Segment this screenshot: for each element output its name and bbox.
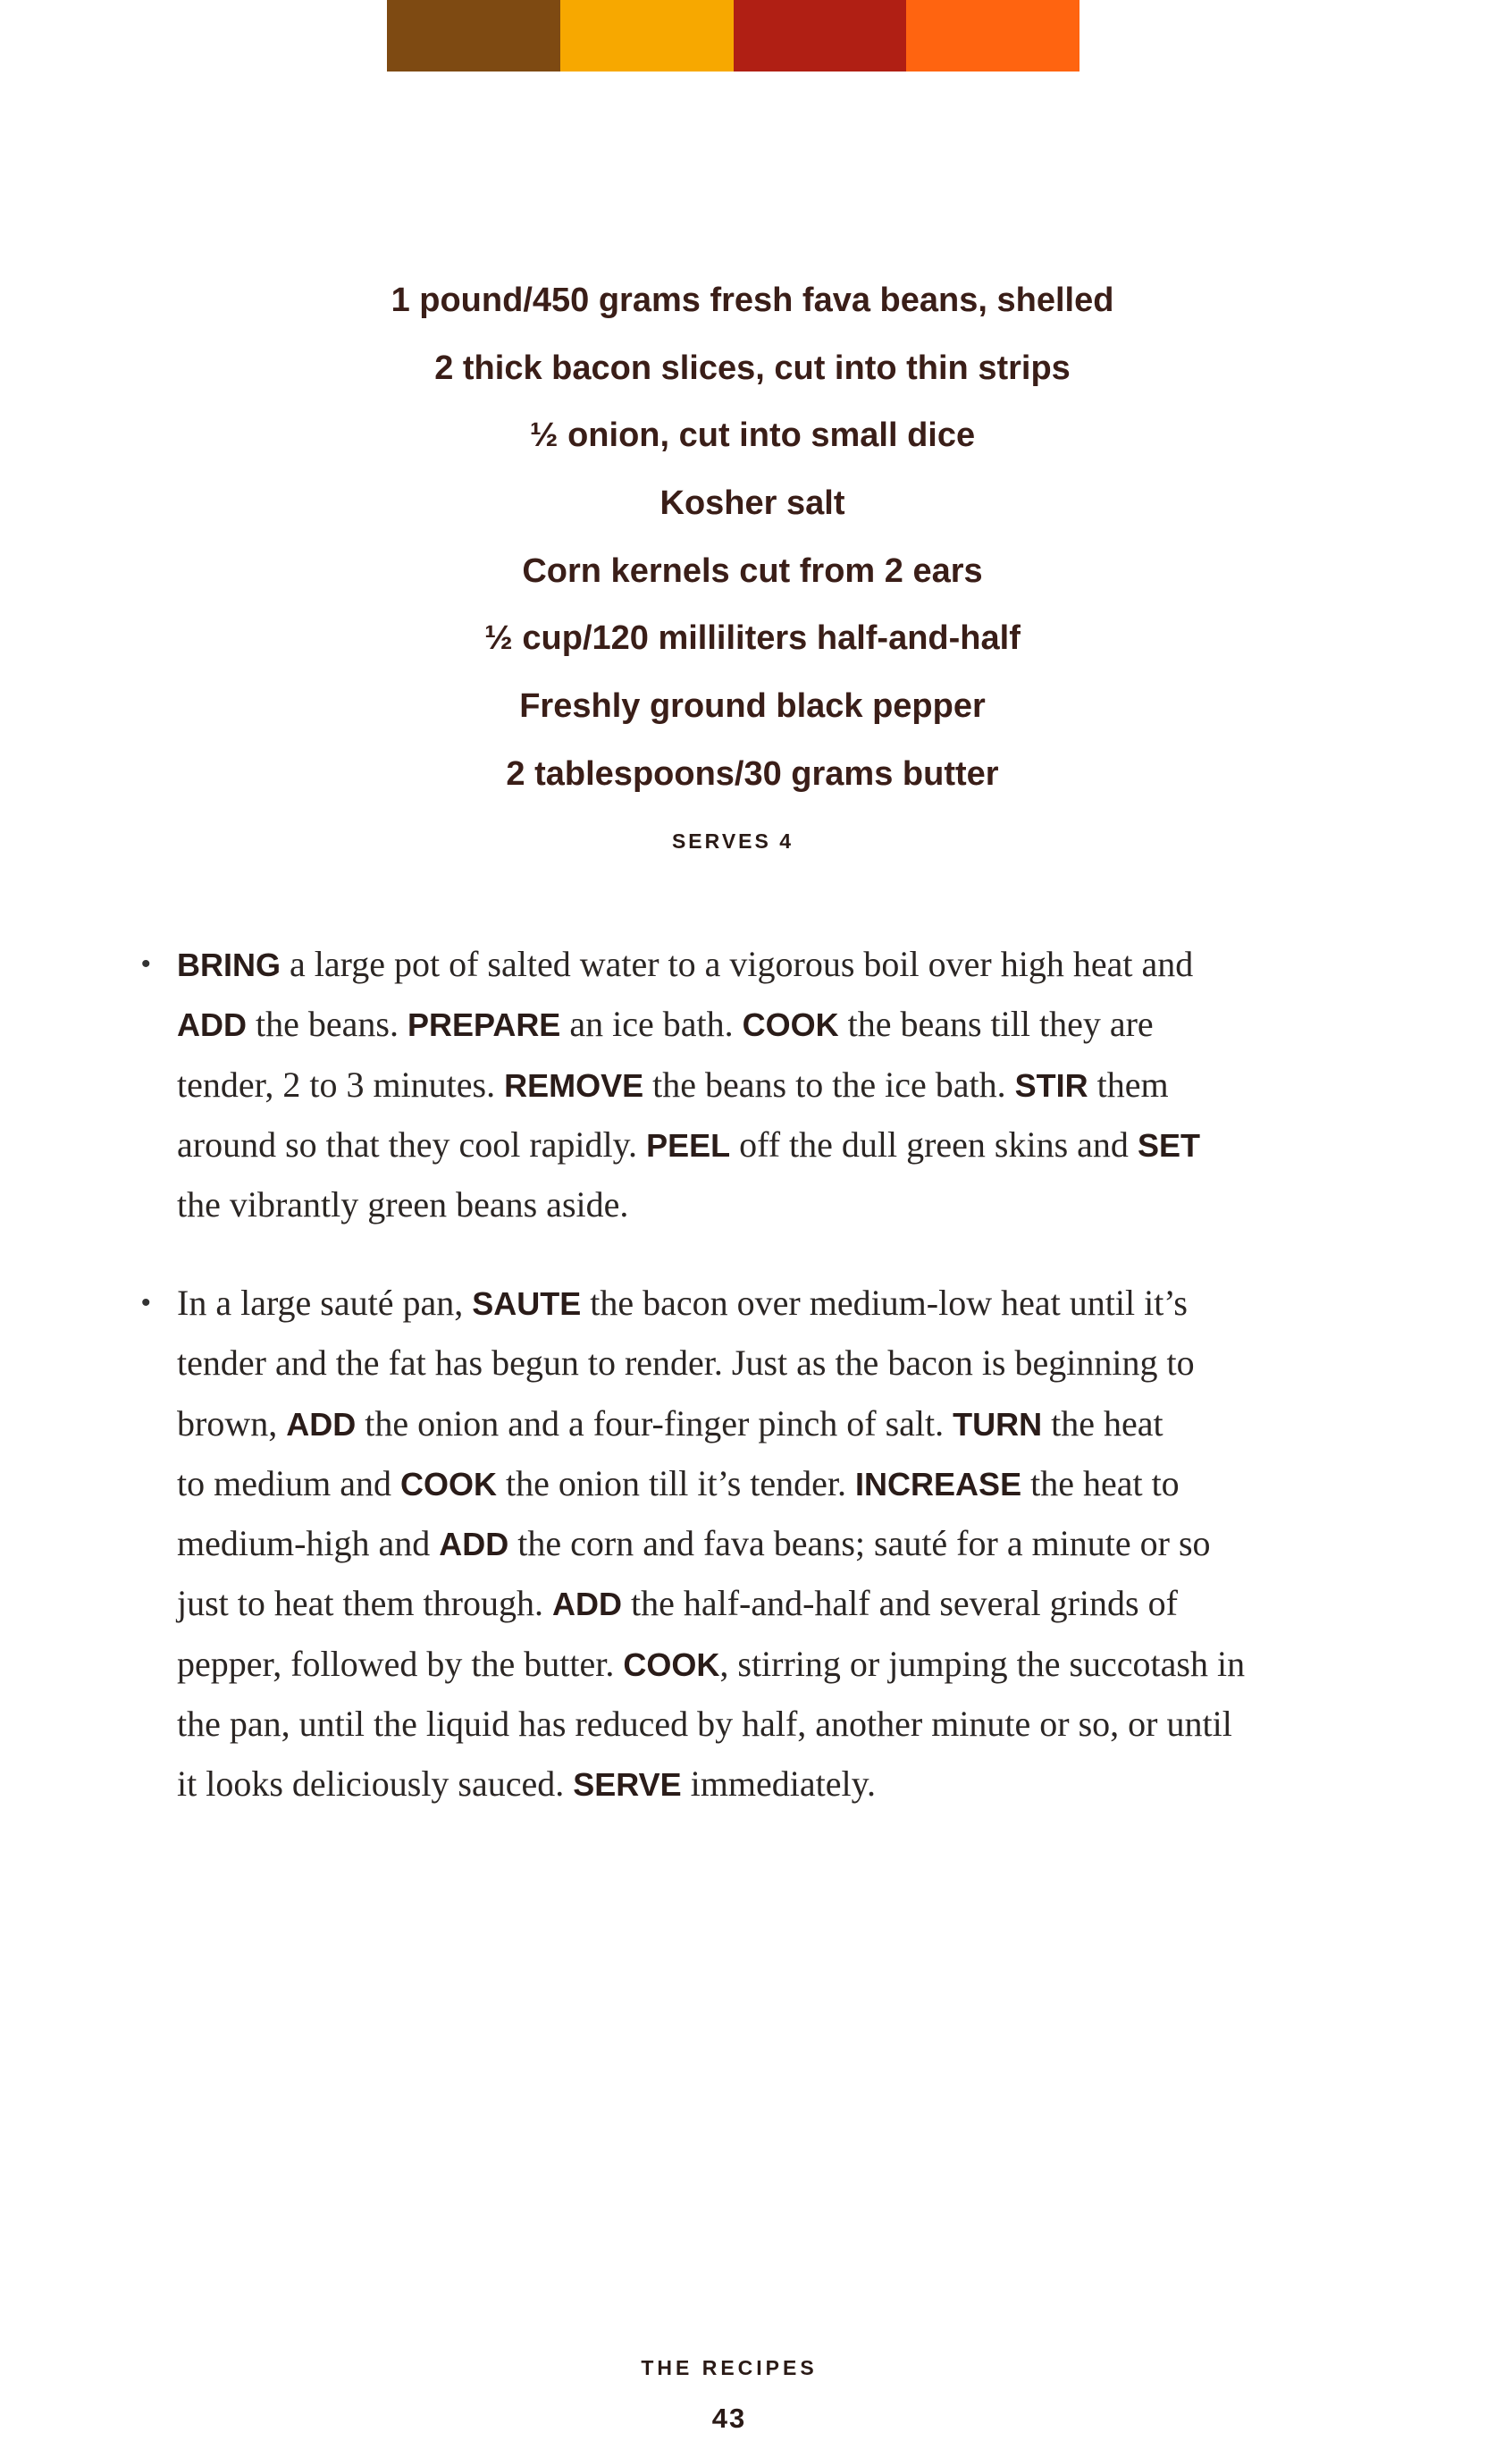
step-text: them: [1088, 1064, 1169, 1105]
color-bar: [387, 0, 1079, 72]
step-text: the onion till it’s tender.: [496, 1462, 856, 1503]
step-text: immediately.: [681, 1763, 877, 1805]
step-text: the beans to the ice bath.: [643, 1064, 1015, 1105]
step-line: [177, 1055, 1200, 1115]
ingredient: 2 tablespoons/30 grams butter: [506, 754, 999, 793]
step-text: to medium and: [177, 1462, 400, 1503]
ingredient: 2 thick bacon slices, cut into thin strips: [434, 349, 1071, 387]
step-text: just to heat them through.: [177, 1583, 552, 1624]
step-text: tender and the fat has begun to render. Just as the bacon is beginning to: [177, 1343, 1195, 1384]
color-swatch-brown: [387, 0, 560, 72]
bullet-icon: •: [141, 1288, 151, 1317]
step-line: [177, 1333, 1245, 1393]
serves-label: SERVES 4: [671, 829, 794, 853]
step-text: the bacon over medium-low heat until it’s: [581, 1283, 1188, 1323]
step-line: [177, 1694, 1245, 1754]
step-text: the pan, until the liquid has reduced by half, another minute or so, or until: [177, 1704, 1232, 1745]
action-verb: ADD: [551, 1586, 622, 1623]
ingredient: Freshly ground black pepper: [519, 687, 986, 726]
step-line: [177, 1174, 1200, 1234]
step-line: [177, 1754, 1245, 1814]
color-swatch-yellow: [560, 0, 734, 72]
action-verb: SERVE: [573, 1766, 682, 1804]
step-text: off the dull green skins and: [730, 1124, 1138, 1165]
step-text: it looks deliciously sauced.: [177, 1763, 574, 1805]
action-verb: PREPARE: [407, 1006, 561, 1044]
action-verb: ADD: [177, 1006, 247, 1044]
action-verb: COOK: [399, 1465, 497, 1502]
action-verb: TURN: [953, 1405, 1043, 1443]
step-1: [141, 934, 1200, 1234]
action-verb: INCREASE: [855, 1465, 1022, 1502]
action-verb: PEEL: [646, 1126, 731, 1164]
step-line: [177, 1573, 1245, 1633]
action-verb: ADD: [439, 1526, 509, 1563]
step-text: a large pot of salted water to a vigorous boil over high heat and: [281, 944, 1194, 984]
action-verb: COOK: [742, 1006, 839, 1044]
ingredient: Corn kernels cut from 2 ears: [522, 551, 983, 590]
bullet-icon: •: [141, 949, 151, 979]
action-verb: COOK: [623, 1646, 720, 1683]
step-text: the beans.: [247, 1004, 407, 1045]
action-verb: STIR: [1014, 1066, 1088, 1104]
step-text: around so that they cool rapidly.: [177, 1124, 647, 1165]
step-line: [177, 1634, 1245, 1694]
step-text: the onion and a four-finger pinch of salt.: [356, 1402, 953, 1444]
step-line: [177, 1513, 1245, 1573]
step-line: [177, 1393, 1245, 1453]
step-line: [177, 994, 1200, 1054]
step-text: the heat: [1042, 1402, 1163, 1444]
step-text: brown,: [177, 1402, 287, 1444]
step-text: the vibrantly green beans aside.: [177, 1184, 629, 1225]
action-verb: BRING: [177, 947, 281, 983]
step-text: In a large sauté pan,: [177, 1283, 473, 1323]
step-text: tender, 2 to 3 minutes.: [177, 1064, 505, 1105]
ingredient-list: [0, 274, 1512, 815]
step-text: the beans till they are: [838, 1004, 1154, 1045]
action-verb: SET: [1137, 1126, 1200, 1164]
step-text: the heat to: [1021, 1462, 1180, 1503]
action-verb: SAUTE: [472, 1285, 582, 1322]
step-text: , stirring or jumping the succotash in: [719, 1643, 1246, 1684]
step-line: [177, 1115, 1200, 1174]
color-swatch-orange: [906, 0, 1079, 72]
ingredient: ½ cup/120 milliliters half-and-half: [484, 619, 1021, 658]
step-text: pepper, followed by the butter.: [177, 1643, 624, 1684]
step-text: the half-and-half and several grinds of: [621, 1583, 1178, 1624]
ingredient: ½ onion, cut into small dice: [529, 417, 976, 455]
action-verb: ADD: [286, 1405, 357, 1443]
step-line: [177, 1273, 1245, 1333]
page-number: 43: [711, 2403, 747, 2434]
step-2: [141, 1273, 1246, 1814]
ingredient: Kosher salt: [659, 484, 845, 523]
step-text: medium-high and: [177, 1523, 440, 1564]
action-verb: REMOVE: [504, 1066, 644, 1104]
step-line: [177, 1453, 1245, 1513]
section-footer: THE RECIPES: [641, 2356, 818, 2379]
step-line: [177, 934, 1200, 994]
step-text: the corn and fava beans; sauté for a minute or so: [508, 1523, 1211, 1564]
color-swatch-red: [734, 0, 907, 72]
ingredient: 1 pound/450 grams fresh fava beans, shelled: [391, 282, 1114, 319]
step-text: an ice bath.: [560, 1004, 743, 1045]
